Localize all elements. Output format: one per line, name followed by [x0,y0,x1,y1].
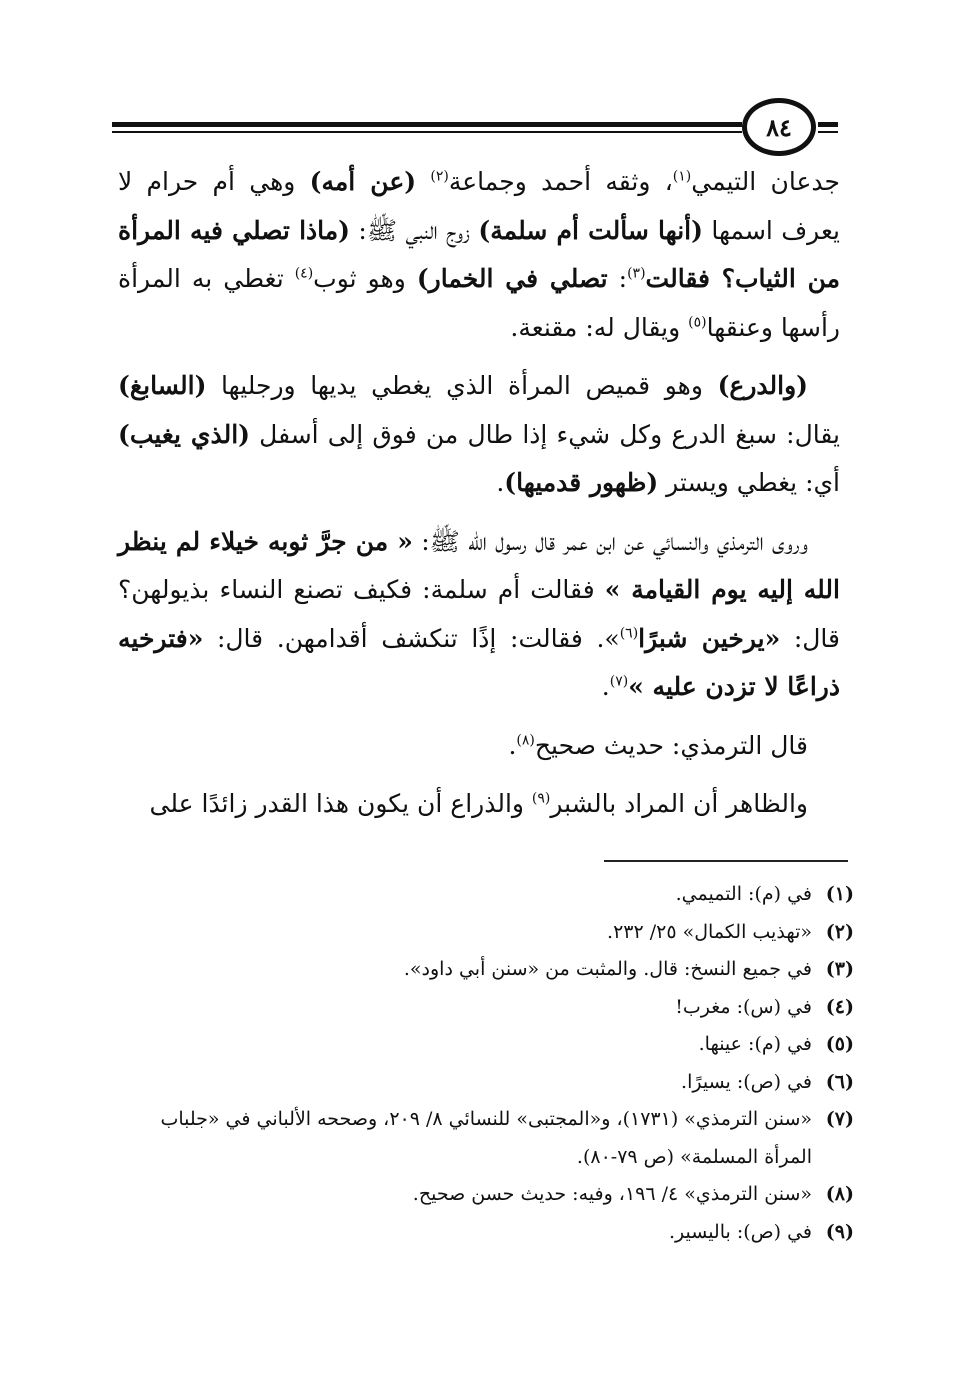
main-text [118,158,840,839]
footnote-number: (٩) [825,1220,854,1243]
text-span: وهي أم حرام لا يعرف اسمها [118,167,840,245]
footnote-number: (٧) [825,1108,854,1130]
bold-text: «فترخيه ذراعًا لا تزدن عليه » [118,623,840,701]
footnote-ref: (٤) [294,265,314,282]
header-rule-right [818,122,838,127]
bold-text: تصلي في الخمار) [416,264,608,293]
paragraph [118,780,840,829]
text-span: يقال: سبغ الدرع وكل شيء إذا طال من فوق إلى أسفل [249,419,840,449]
bold-text: « من جرَّ ثوبه خيلاء لم ينظر الله إليه يوم القيامة » [118,526,840,604]
bold-text: (عن أمه) [309,167,417,196]
footnote-text: في (ص): يسيرًا. [681,1070,812,1093]
paragraph [118,362,840,508]
footnote-number: (٢) [825,920,854,943]
bold-text: (الذي يغيب) [118,419,250,449]
footnote-number: (٦) [825,1070,854,1093]
text-span: والذراع أن يكون هذا القدر زائدًا على [149,789,532,818]
header-rule-thin [112,131,742,133]
footnote-number: (٨) [825,1183,854,1205]
footnote-number: (١) [825,883,854,905]
text-span: وهو ثوب [313,264,417,293]
footnote-text: في (ص): باليسير. [668,1220,812,1243]
footnote-text: في (س): مغرب! [675,995,812,1018]
header-rule-right-thin [818,131,838,133]
footnote-item [118,1026,854,1064]
footnote-ref: (٧) [609,673,629,690]
text-span: وروى الترمذي والنسائي عن ابن عمر قال رسول الله ﷺ: [412,526,809,556]
paragraph [118,518,840,712]
text-span: زوج النبي ﷺ: [349,215,479,245]
bold-text: (أنها سألت أم سلمة) [478,215,703,245]
footnote-ref: (٥) [688,314,707,331]
footnote-ref: (٦) [619,625,639,642]
footnote-text: في جميع النسخ: قال. والمثبت من «سنن أبي داود». [403,958,812,980]
bold-text: (والدرع) [717,371,808,400]
text-span: ». فقالت: إذًا تنكشف أقدامهن. قال: [203,623,620,653]
footnote-text: «تهذيب الكمال» ٢٥/ ٢٣٢. [607,920,812,943]
footnote-item [118,876,854,914]
bold-text: (ظهور قدميها) [504,468,659,497]
footnote-ref: (٨) [516,732,535,749]
footnote-ref: (٣) [627,265,646,282]
footnote-separator [604,860,848,862]
text-span: فقالت أم سلمة: فكيف تصنع النساء بذيولهن؟ قال: [118,575,840,653]
paragraph [118,722,840,771]
footnote-item [118,951,854,989]
text-span: ويقال له: مقنعة. [510,312,689,342]
footnote-text: في (م): التميمي. [675,883,812,905]
text-span: أي: يغطي ويستر [658,468,840,497]
footnote-item [118,1214,854,1252]
footnote-ref: (٩) [531,790,551,807]
text-span: . [496,468,505,497]
footnote-item [118,914,854,952]
footnote-item [118,989,854,1027]
footnote-number: (٤) [825,995,854,1018]
text-span: والظاهر أن المراد بالشبر [550,789,808,818]
bold-text: «يرخين شبرًا [638,623,781,653]
footnote-ref: (٢) [430,168,449,185]
header-rule-thick [112,122,742,127]
footnote-item [118,1064,854,1102]
footnote-text: في (م): عينها. [698,1033,812,1055]
footnote-item [118,1101,854,1176]
text-span: ، وثقه أحمد وجماعة [448,167,673,196]
text-span: : [607,264,628,293]
page-number: ٨٤ [742,98,816,156]
footnotes [118,876,854,1251]
page-header [112,92,838,162]
text-span: جدعان التيمي [691,167,840,196]
bold-text: (ماذا تصلي فيه المرأة من الثياب؟ فقالت [118,215,841,293]
footnote-item [118,1176,854,1214]
text-span: تغطي به المرأة رأسها وعنقها [118,264,840,342]
text-span: . [508,730,517,760]
footnote-number: (٣) [825,958,854,980]
footnote-number: (٥) [825,1033,854,1055]
bold-text: (السابغ) [118,371,207,400]
text-span: وهو قميص المرأة الذي يغطي يديها ورجليها [206,371,718,400]
text-span: . [601,672,610,701]
footnote-ref: (١) [672,168,692,185]
footnote-text: «سنن الترمذي» ٤/ ١٩٦، وفيه: حديث حسن صحيح. [412,1183,812,1205]
footnote-text: «سنن الترمذي» (١٧٣١)، و«المجتبى» للنسائي ٨/ ٢٠٩، وصححه الألباني في «جلباب المرأة المسلمة» (ص ٧٩-٨٠). [160,1108,812,1168]
paragraph [118,158,840,352]
text-span: قال الترمذي: حديث صحيح [534,730,808,760]
text-span [416,167,430,196]
